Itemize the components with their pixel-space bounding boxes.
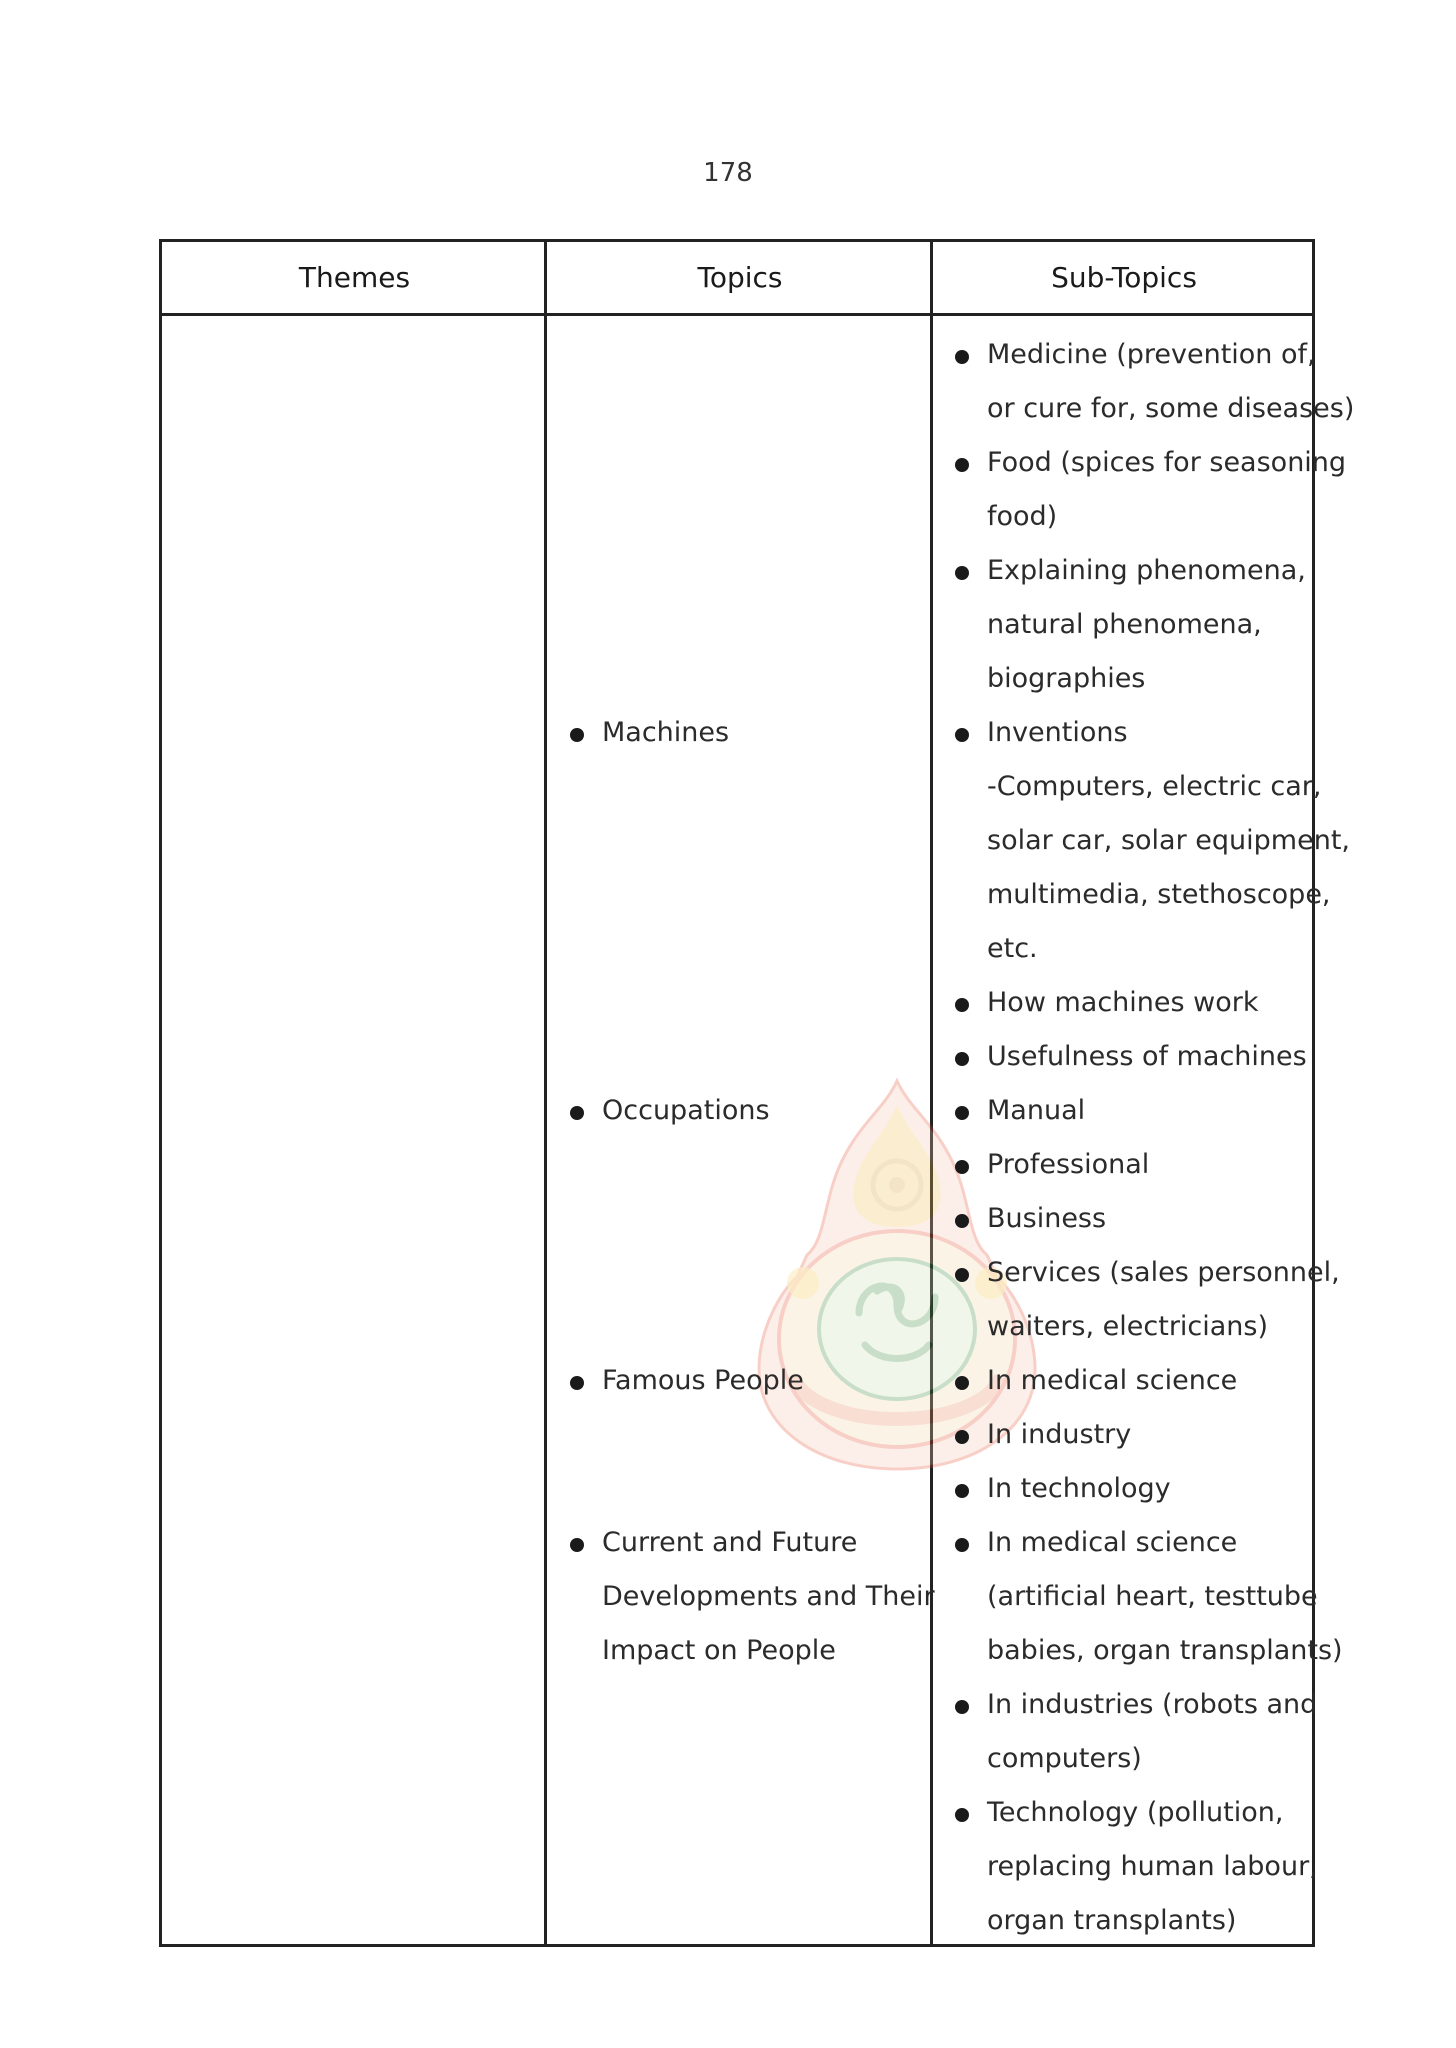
subtopic-line: Food (spices for seasoning	[987, 447, 1347, 478]
subtopic-line: Technology (pollution,	[987, 1797, 1284, 1828]
subtopic-bullet-icon	[955, 1106, 969, 1120]
topic-bullet-icon	[570, 728, 584, 742]
page-number: 178	[703, 158, 753, 188]
topic-line: Developments and Their	[602, 1581, 935, 1612]
subtopic-line: Medicine (prevention of,	[987, 339, 1316, 370]
subtopic-bullet-icon	[955, 1160, 969, 1174]
subtopic-bullet-icon	[955, 1538, 969, 1552]
subtopic-line: replacing human labour,	[987, 1851, 1318, 1882]
topic-bullet-icon	[570, 1376, 584, 1390]
header-divider	[162, 313, 1312, 316]
subtopic-line: etc.	[987, 933, 1038, 964]
subtopic-line: How machines work	[987, 987, 1259, 1018]
topic-line: Famous People	[602, 1365, 804, 1396]
subtopic-bullet-icon	[955, 1376, 969, 1390]
subtopic-line: Manual	[987, 1095, 1086, 1126]
topic-line: Impact on People	[602, 1635, 836, 1666]
subtopic-line: In industry	[987, 1419, 1132, 1450]
subtopic-line: computers)	[987, 1743, 1142, 1774]
subtopic-bullet-icon	[955, 728, 969, 742]
subtopic-line: In medical science	[987, 1365, 1238, 1396]
subtopic-bullet-icon	[955, 566, 969, 580]
topics-table	[159, 239, 1355, 1947]
topic-bullet-icon	[570, 1538, 584, 1552]
subtopic-line: Business	[987, 1203, 1107, 1234]
subtopic-line: Explaining phenomena,	[987, 555, 1306, 586]
topic-line: Occupations	[602, 1095, 770, 1126]
topic-bullet-icon	[570, 1106, 584, 1120]
subtopic-line: (artificial heart, testtube	[987, 1581, 1318, 1612]
subtopic-line: In medical science	[987, 1527, 1238, 1558]
subtopic-bullet-icon	[955, 1214, 969, 1228]
header-topics: Topics	[697, 261, 783, 294]
subtopic-bullet-icon	[955, 1484, 969, 1498]
header-subtopics: Sub-Topics	[1051, 261, 1197, 294]
subtopic-line: Services (sales personnel,	[987, 1257, 1340, 1288]
subtopic-line: In technology	[987, 1473, 1171, 1504]
subtopic-bullet-icon	[955, 1808, 969, 1822]
subtopic-line: In industries (robots and	[987, 1689, 1318, 1720]
subtopic-line: multimedia, stethoscope,	[987, 879, 1331, 910]
subtopic-bullet-icon	[955, 458, 969, 472]
subtopic-line: -Computers, electric car,	[987, 771, 1322, 802]
column-divider-1	[544, 242, 547, 1944]
subtopic-line: Usefulness of machines	[987, 1041, 1307, 1072]
subtopic-line: or cure for, some diseases)	[987, 393, 1355, 424]
topic-line: Machines	[602, 717, 730, 748]
subtopic-line: solar car, solar equipment,	[987, 825, 1350, 856]
subtopic-line: Inventions	[987, 717, 1128, 748]
subtopic-line: biographies	[987, 663, 1146, 694]
subtopic-line: food)	[987, 501, 1058, 532]
subtopic-bullet-icon	[955, 1268, 969, 1282]
subtopic-bullet-icon	[955, 1700, 969, 1714]
subtopic-bullet-icon	[955, 1052, 969, 1066]
subtopic-line: organ transplants)	[987, 1905, 1237, 1936]
subtopic-line: waiters, electricians)	[987, 1311, 1269, 1342]
subtopic-line: Professional	[987, 1149, 1150, 1180]
subtopic-bullet-icon	[955, 998, 969, 1012]
topic-line: Current and Future	[602, 1527, 858, 1558]
subtopic-bullet-icon	[955, 350, 969, 364]
subtopic-line: natural phenomena,	[987, 609, 1262, 640]
header-themes: Themes	[298, 261, 411, 294]
subtopic-line: babies, organ transplants)	[987, 1635, 1343, 1666]
subtopic-bullet-icon	[955, 1430, 969, 1444]
